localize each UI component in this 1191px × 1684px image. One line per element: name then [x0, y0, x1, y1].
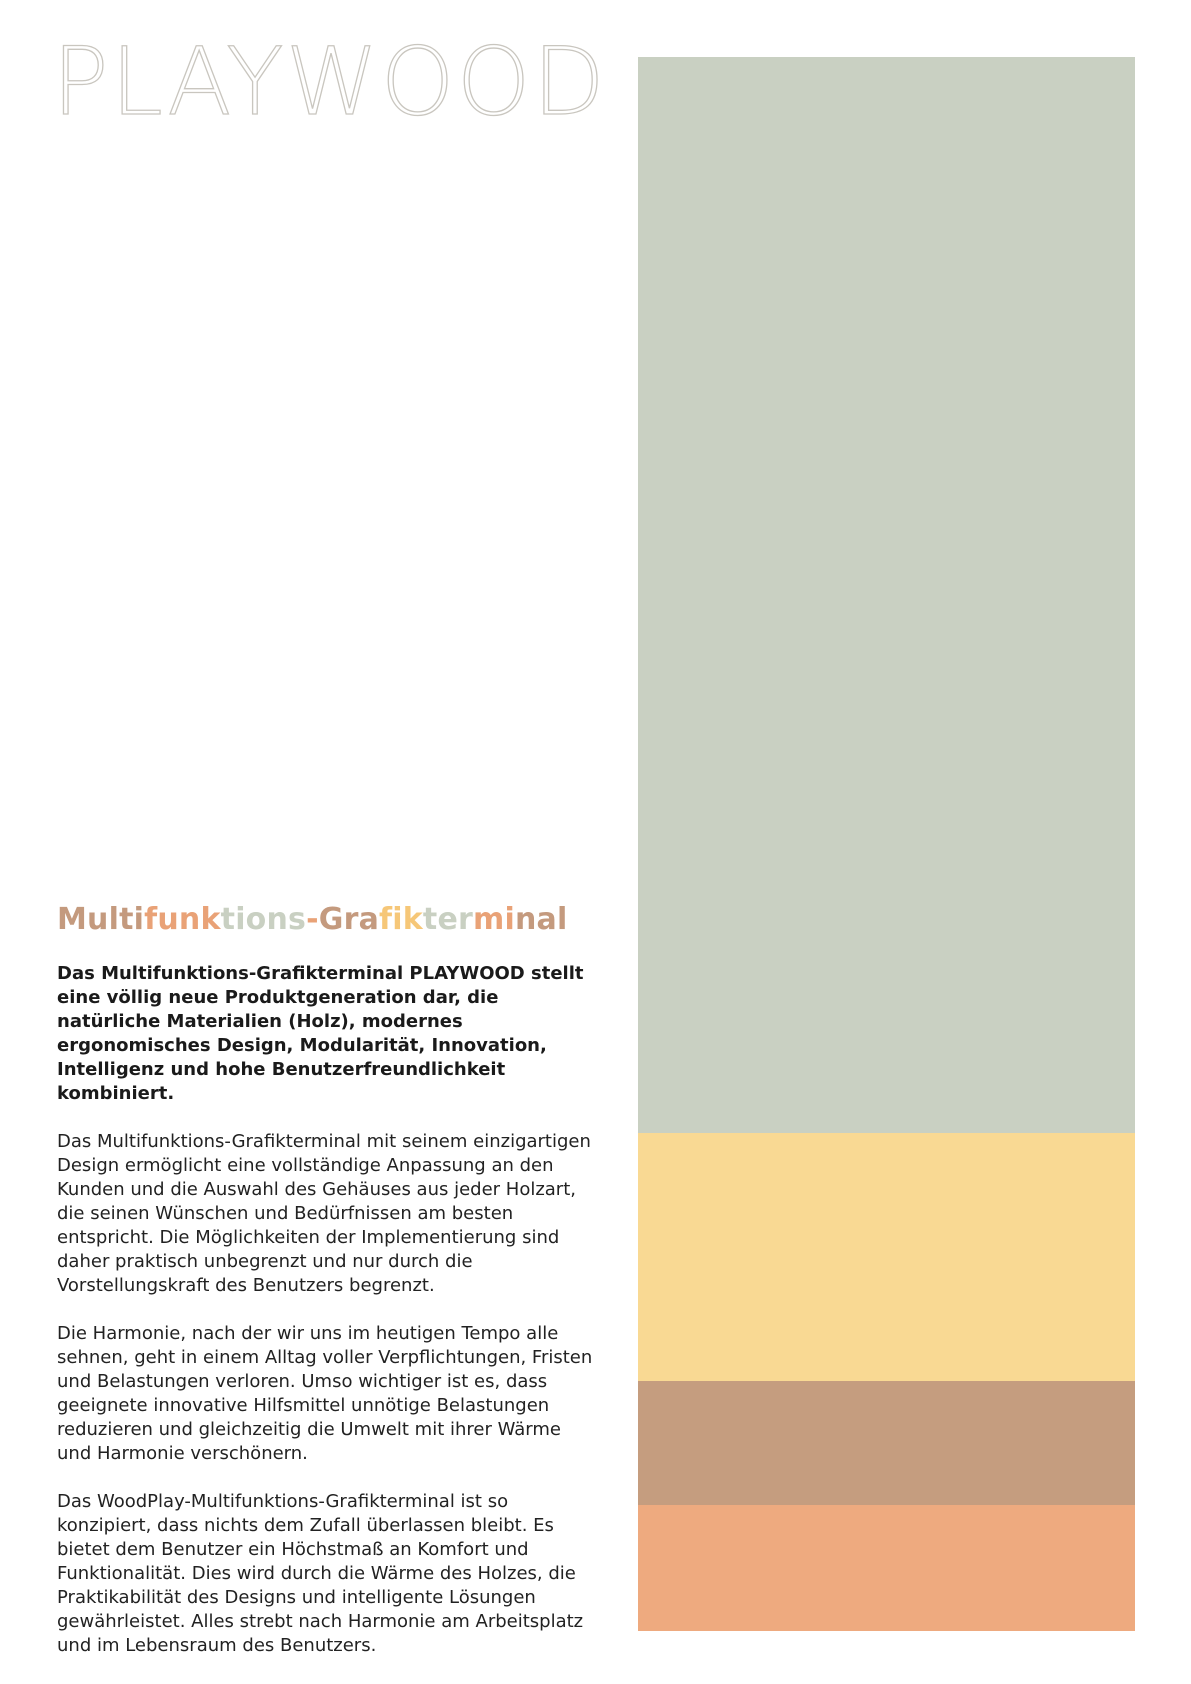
heading-segment: ter	[422, 902, 474, 937]
body-text	[57, 962, 597, 1682]
heading-segment: fik	[379, 902, 423, 937]
lead-paragraph: Das Multifunktions-Grafikterminal PLAYWOOD stellt eine völlig neue Produktgeneration dar, die natürliche Materialien (Holz), modernes ergonomisches Design, Modularität, Innovation, Intelligenz und hohe Benutzerfreundlichkeit kombiniert.	[57, 963, 584, 1104]
swatch-orange	[638, 1505, 1135, 1631]
heading-segment: nal	[514, 902, 568, 937]
heading-segment: funk	[144, 902, 221, 937]
heading-segment: Gra	[318, 902, 380, 937]
section-heading	[57, 902, 567, 937]
brand-title: PLAYWOOD	[52, 28, 607, 137]
color-palette	[638, 57, 1135, 1631]
heading-segment: tions	[220, 902, 307, 937]
paragraph-1: Das Multifunktions-Grafikterminal mit seinem einzigartigen Design ermöglicht eine vollständige Anpassung an den Kunden und die Auswahl des Gehäuses aus jeder Holzart, die seinen Wünschen und Bedürfnissen am besten entspricht. Die Möglichkeiten der Implementierung sind daher praktisch unbegrenzt und nur durch die Vorstellungskraft des Benutzers begrenzt.	[57, 1131, 591, 1296]
swatch-sage	[638, 57, 1135, 1133]
heading-segment: Multi	[57, 902, 145, 937]
swatch-brown	[638, 1381, 1135, 1505]
heading-segment: -	[306, 902, 319, 937]
heading-segment: mi	[473, 902, 515, 937]
paragraph-3: Das WoodPlay-Multifunktions-Grafikterminal ist so konzipiert, dass nichts dem Zufall überlassen bleibt. Es bietet dem Benutzer ein Höchstmaß an Komfort und Funktionalität. Dies wird durch die Wärme des Holzes, die Praktikabilität des Designs und intelligente Lösungen gewährleistet. Alles strebt nach Harmonie am Arbeitsplatz und im Lebensraum des Benutzers.	[57, 1491, 584, 1656]
paragraph-2: Die Harmonie, nach der wir uns im heutigen Tempo alle sehnen, geht in einem Alltag voller Verpflichtungen, Fristen und Belastungen verloren. Umso wichtiger ist es, dass geeignete innovative Hilfsmittel unnötige Belastungen reduzieren und gleichzeitig die Umwelt mit ihrer Wärme und Harmonie verschönern.	[57, 1323, 593, 1464]
swatch-yellow	[638, 1133, 1135, 1381]
